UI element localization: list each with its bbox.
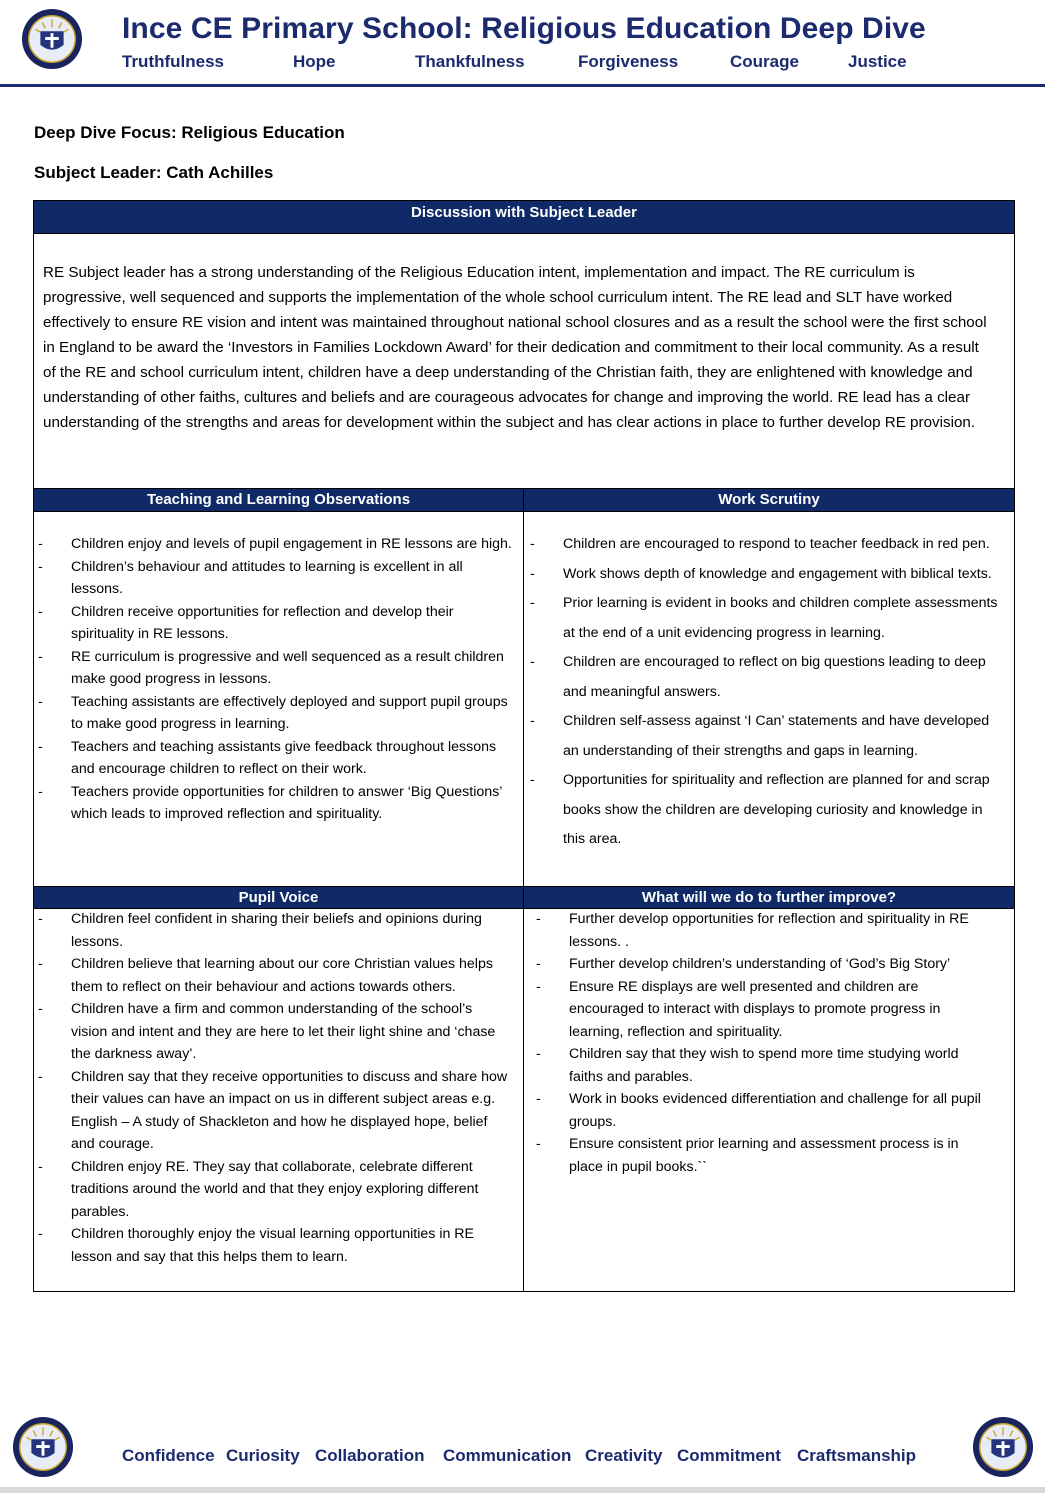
list-item: - Children enjoy RE. They say that collaborate, celebrate different traditions around the world and that they enjoy exploring different parables. bbox=[38, 1156, 508, 1224]
scrutiny-heading: Work Scrutiny bbox=[524, 489, 1014, 511]
list-item: - Children believe that learning about our core Christian values helps them to reflect on their behaviour and actions towards others. bbox=[38, 953, 508, 998]
subject-leader: Subject Leader: Cath Achilles bbox=[34, 163, 274, 182]
school-crest-graphic bbox=[21, 8, 83, 70]
top-heading-rule bbox=[33, 511, 1015, 512]
value-justice: Justice bbox=[848, 52, 907, 71]
list-item: - Opportunities for spirituality and reflection are planned for and scrap books show the children are developing curiosity and knowledge in this area. bbox=[530, 766, 1008, 855]
pupil-voice-list bbox=[38, 908, 508, 1268]
value-courage: Courage bbox=[730, 52, 799, 71]
list-item: - Work shows depth of knowledge and engagement with biblical texts. bbox=[530, 560, 1008, 590]
list-item: - Children have a firm and common understanding of the school’s vision and intent and they are here to let their light shine and ‘chase the darkness away’. bbox=[38, 998, 508, 1066]
footer-value-craftsmanship: Craftsmanship bbox=[797, 1446, 917, 1465]
page-title: Ince CE Primary School: Religious Education Deep Dive bbox=[122, 12, 926, 45]
observations-heading: Teaching and Learning Observations bbox=[34, 489, 523, 511]
list-item: - Children say that they receive opportunities to discuss and share how their values can have an impact on us in different subject areas e.g. English – A study of Shackleton and how he displayed hope, belief and courage. bbox=[38, 1066, 508, 1156]
discussion-heading: Discussion with Subject Leader bbox=[34, 201, 1014, 233]
list-item: - Children enjoy and levels of pupil engagement in RE lessons are high. bbox=[38, 533, 518, 556]
value-thankfulness: Thankfulness bbox=[415, 52, 525, 71]
list-item: - Children thoroughly enjoy the visual learning opportunities in RE lesson and say that this helps them to learn. bbox=[38, 1223, 508, 1268]
discussion-heading-rule bbox=[33, 233, 1015, 234]
list-item: - Teachers and teaching assistants give feedback throughout lessons and encourage children to reflect on their work. bbox=[38, 736, 518, 781]
observations-list bbox=[38, 533, 518, 826]
list-item: - RE curriculum is progressive and well sequenced as a result children make good progress in lessons. bbox=[38, 646, 518, 691]
footer-value-creativity: Creativity bbox=[585, 1446, 663, 1465]
deep-dive-focus: Deep Dive Focus: Religious Education bbox=[34, 123, 345, 142]
footer-strip bbox=[0, 1487, 1045, 1493]
value-forgiveness: Forgiveness bbox=[578, 52, 679, 71]
pupil-voice-heading: Pupil Voice bbox=[34, 887, 523, 908]
list-item: - Teaching assistants are effectively deployed and support pupil groups to make good progress in learning. bbox=[38, 691, 518, 736]
footer-value-collaboration: Collaboration bbox=[315, 1446, 425, 1465]
footer-value-curiosity: Curiosity bbox=[226, 1446, 300, 1465]
discussion-text: RE Subject leader has a strong understanding of the Religious Education intent, implementation and impact. The RE curriculum is progressive, well sequenced and supports the implementation of the whole school curriculum intent. The RE lead and SLT have worked effectively to ensure RE vision and intent was maintained throughout national school closures and as a result the school were the first school in England to be award the ‘Investors in Families Lockdown Award’ for their dedication and commitment to their local community. As a result of the RE and school curriculum intent, children have a deep understanding of the Christian faith, they are enlightened with knowledge and understanding of other faiths, cultures and beliefs and are courageous advocates for change and improving the world. RE lead has a clear understanding of the strengths and areas for development within the subject and has clear actions in place to further develop RE provision. bbox=[43, 264, 987, 431]
school-crest-graphic bbox=[12, 1416, 74, 1478]
school-crest-icon bbox=[972, 1416, 1034, 1478]
school-crest-icon bbox=[21, 8, 83, 70]
list-item: - Work in books evidenced differentiation and challenge for all pupil groups. bbox=[536, 1088, 996, 1133]
scrutiny-list bbox=[530, 530, 1008, 855]
improve-heading: What will we do to further improve? bbox=[524, 887, 1014, 908]
list-item: - Ensure consistent prior learning and assessment process is in place in pupil books.`` bbox=[536, 1133, 996, 1178]
list-item: - Teachers provide opportunities for children to answer ‘Big Questions’ which leads to improved reflection and spirituality. bbox=[38, 781, 518, 826]
list-item: - Ensure RE displays are well presented and children are encouraged to interact with displays to promote progress in learning, reflection and spirituality. bbox=[536, 976, 996, 1044]
value-truthfulness: Truthfulness bbox=[122, 52, 225, 71]
list-item: - Further develop children’s understanding of ‘God’s Big Story’ bbox=[536, 953, 996, 976]
list-item: - Children’s behaviour and attitudes to learning is excellent in all lessons. bbox=[38, 556, 518, 601]
improve-list bbox=[536, 908, 996, 1178]
list-item: - Children self-assess against ‘I Can’ statements and have developed an understanding of their strengths and gaps in learning. bbox=[530, 707, 1008, 766]
school-crest-icon bbox=[12, 1416, 74, 1478]
header-divider bbox=[0, 84, 1045, 87]
list-item: - Children say that they wish to spend more time studying world faiths and parables. bbox=[536, 1043, 996, 1088]
footer-value-communication: Communication bbox=[443, 1446, 572, 1465]
list-item: - Children feel confident in sharing their beliefs and opinions during lessons. bbox=[38, 908, 508, 953]
list-item: - Further develop opportunities for reflection and spirituality in RE lessons. . bbox=[536, 908, 996, 953]
footer-value-commitment: Commitment bbox=[677, 1446, 781, 1465]
list-item: - Children are encouraged to reflect on big questions leading to deep and meaningful answers. bbox=[530, 648, 1008, 707]
list-item: - Children receive opportunities for reflection and develop their spirituality in RE lessons. bbox=[38, 601, 518, 646]
school-crest-graphic bbox=[972, 1416, 1034, 1478]
value-hope: Hope bbox=[293, 52, 336, 71]
list-item: - Children are encouraged to respond to teacher feedback in red pen. bbox=[530, 530, 1008, 560]
footer-value-confidence: Confidence bbox=[122, 1446, 215, 1465]
list-item: - Prior learning is evident in books and children complete assessments at the end of a unit evidencing progress in learning. bbox=[530, 589, 1008, 648]
